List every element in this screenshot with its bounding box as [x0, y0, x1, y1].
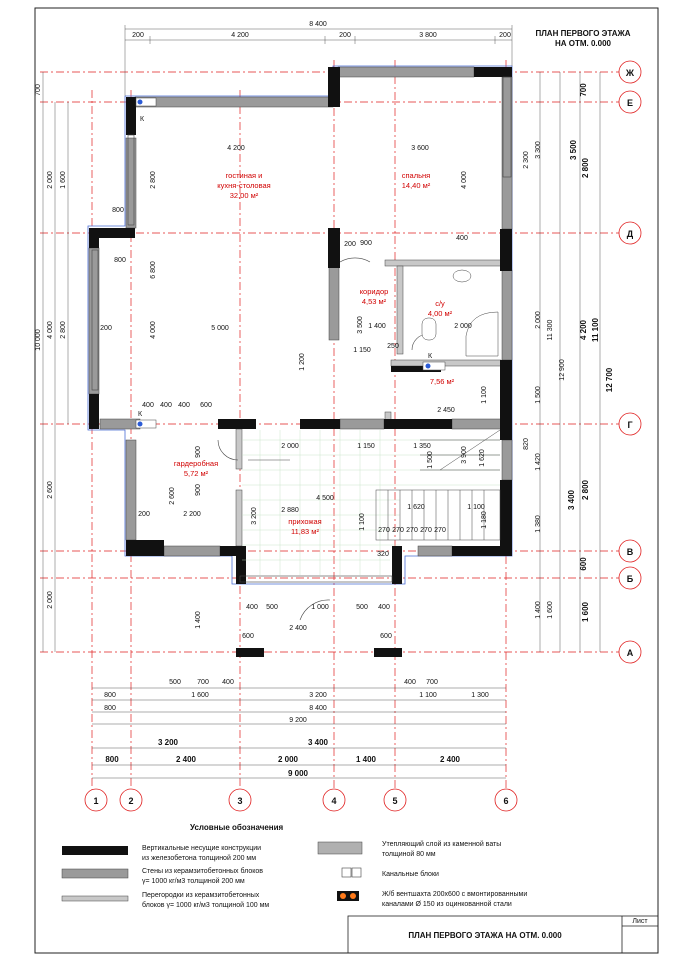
legend-item2-line2: γ= 1000 кг/м3 толщиной 200 мм — [142, 878, 245, 885]
dim-in-900w: 900 — [195, 446, 202, 458]
dim-top-d: 3 800 — [419, 32, 437, 39]
wall-bottom-right — [418, 546, 452, 556]
wall-g-right — [452, 419, 502, 429]
toilet — [422, 318, 436, 340]
partition-bath-top — [385, 260, 501, 266]
axis-label-5: 5 — [392, 796, 398, 806]
dim-step-4: 270 — [420, 527, 432, 534]
column-e2 — [126, 97, 136, 135]
dim-in-4000v: 4 000 — [150, 321, 157, 339]
dim-bottom-c2400b: 2 400 — [439, 755, 461, 764]
legend-item3-line2: блоков γ= 1000 кг/м3 толщиной 100 мм — [142, 902, 270, 909]
room-living-name1: гостиная и — [225, 171, 263, 180]
wall-left-wardrobe — [126, 440, 136, 540]
dim-in-400c: 400 — [178, 402, 190, 409]
room-living-name2: кухня-столовая — [217, 181, 271, 190]
dim-in-1620v: 1 620 — [479, 449, 486, 467]
partition-bath-left — [397, 266, 403, 354]
dim-right-2000: 2 000 — [535, 311, 542, 329]
axis-label-v: В — [626, 547, 634, 557]
axis-label-e: Е — [626, 98, 634, 108]
dim-right-1600b: 1 600 — [547, 601, 554, 619]
axis-label-zh: Ж — [625, 68, 635, 78]
dim-in-1180: 1 180 — [481, 511, 488, 529]
column-d4 — [328, 228, 340, 268]
column-g3 — [218, 419, 256, 429]
dim-left-1600: 1 600 — [60, 171, 67, 189]
legend-swatch-channel-a — [342, 868, 351, 877]
column-g6 — [500, 360, 512, 440]
wall-bottom-wardrobe — [164, 546, 220, 556]
dim-in-200w: 200 — [138, 511, 150, 518]
dim-right-12700: 12 700 — [605, 367, 614, 393]
legend-item3-line1: Перегородки из керамзитобетонных — [142, 892, 260, 899]
dim-in-2000: 2 000 — [281, 443, 299, 450]
room-living-area: 32,00 м² — [229, 191, 259, 200]
plan-title-line1: ПЛАН ПЕРВОГО ЭТАЖА — [535, 29, 631, 38]
wall-right-bath — [502, 270, 512, 360]
dim-right-4200: 4 200 — [579, 319, 588, 341]
dim-left-2000: 2 000 — [47, 171, 54, 189]
dim-bottom-1300: 1 300 — [471, 692, 489, 699]
dim-in-2450: 2 450 — [437, 407, 455, 414]
column-a3 — [236, 648, 264, 657]
dim-bottom-3400: 3 400 — [307, 738, 329, 747]
column-g4 — [300, 419, 340, 429]
dim-in-400b: 400 — [160, 402, 172, 409]
dim-top-total: 8 400 — [309, 21, 327, 28]
dim-in-1150: 1 150 — [357, 443, 375, 450]
room-wardrobe-name: гардеробная — [173, 459, 219, 468]
column-d6 — [500, 229, 512, 271]
dim-in-1350: 1 350 — [413, 443, 431, 450]
dim-bottom-c800: 800 — [105, 755, 119, 764]
legend-item1-line1: Вертикальные несущие конструкции — [142, 845, 262, 852]
dim-in-2880: 2 880 — [281, 507, 299, 514]
column-v3a — [220, 546, 238, 556]
dim-top-a: 200 — [132, 32, 144, 39]
wall-g-left — [100, 419, 140, 429]
legend-item6-line2: каналами Ø 150 из оцинкованной стали — [382, 901, 512, 908]
dim-bottom-3200b: 3 200 — [309, 692, 327, 699]
dim-in-250: 250 — [387, 343, 399, 350]
dim-right-820: 820 — [523, 438, 530, 450]
room-bath-area: 4,00 м² — [427, 309, 453, 318]
sink — [453, 270, 471, 282]
door-bedroom-swing — [340, 258, 370, 262]
dim-right-700: 700 — [579, 83, 588, 97]
legend-heading: Условные обозначения — [190, 823, 284, 832]
dim-in-2600: 2 600 — [169, 487, 176, 505]
dim-in-3200: 3 200 — [251, 507, 258, 525]
wall-right-bedroom — [502, 77, 512, 229]
dim-bottom-1100: 1 100 — [419, 692, 437, 699]
dim-in-3600: 3 600 — [411, 145, 429, 152]
legend-item1-line2: из железобетона толщиной 200 мм — [142, 855, 257, 862]
axis-label-6: 6 — [503, 796, 509, 806]
dim-right-1500: 1 500 — [535, 386, 542, 404]
dim-right-11100: 11 100 — [591, 317, 600, 343]
axis-label-4: 4 — [331, 796, 337, 806]
dim-in-4000b: 4 000 — [461, 171, 468, 189]
dim-in-600: 600 — [200, 402, 212, 409]
column-v2 — [126, 540, 164, 556]
axis-label-g: Г — [627, 420, 633, 430]
dim-bottom-c2400a: 2 400 — [175, 755, 197, 764]
dim-in-1150b: 1 150 — [353, 347, 371, 354]
dim-right-2300: 2 300 — [523, 151, 530, 169]
dim-right-2800b: 2 800 — [581, 479, 590, 501]
legend-swatch-insulation — [318, 842, 362, 854]
dim-in-400f: 400 — [378, 604, 390, 611]
dim-in-700b: 700 — [426, 679, 438, 686]
shower-tray — [466, 312, 498, 356]
legend-item6-line1: Ж/б вентшахта 200х600 с вмонтированными — [382, 891, 528, 898]
wall-top-bedroom — [338, 67, 474, 77]
legend-item4-line1: Утепляющий слой из каменной ваты — [382, 841, 502, 848]
room-storage-area: 7,56 м² — [429, 377, 455, 386]
dim-in-600b: 600 — [242, 633, 254, 640]
dim-bottom-9000: 9 000 — [287, 769, 309, 778]
dim-in-600c: 600 — [380, 633, 392, 640]
dim-right-1600: 1 600 — [581, 601, 590, 623]
dim-right-3400: 3 400 — [567, 489, 576, 511]
dim-bottom-8400: 8 400 — [309, 705, 327, 712]
legend-shaft-channel-a — [340, 893, 346, 899]
dim-in-800: 800 — [114, 257, 126, 264]
dim-in-400g: 400 — [222, 679, 234, 686]
dim-in-200l: 200 — [100, 325, 112, 332]
marker-k2: К — [138, 411, 143, 418]
dim-right-600: 600 — [579, 557, 588, 571]
bottom-dim-lines — [92, 688, 506, 778]
legend-swatch-concrete — [62, 846, 128, 855]
dim-in-4200: 4 200 — [227, 145, 245, 152]
dim-in-200c: 200 — [344, 241, 356, 248]
room-corridor-area: 4,53 м² — [361, 297, 387, 306]
dim-in-900v: 900 — [195, 484, 202, 496]
dim-left-10000: 10 000 — [35, 329, 42, 351]
dim-bottom-3200: 3 200 — [157, 738, 179, 747]
dim-right-12900: 12 900 — [559, 359, 566, 381]
dim-in-500c: 500 — [169, 679, 181, 686]
dim-right-11300: 11 300 — [547, 319, 554, 341]
room-hall-area: 11,83 м² — [291, 527, 319, 536]
dim-bottom-c2000: 2 000 — [277, 755, 299, 764]
dim-in-400d: 400 — [456, 235, 468, 242]
dim-step-2: 270 — [392, 527, 404, 534]
dim-in-500a: 500 — [266, 604, 278, 611]
column-v5 — [392, 546, 402, 584]
room-wardrobe-area: 5,72 м² — [183, 469, 209, 478]
legend-item2-line1: Стены из керамзитобетонных блоков — [142, 868, 263, 875]
column-d1b — [89, 228, 99, 248]
dim-in-5000: 5 000 — [211, 325, 229, 332]
dim-left-2800: 2 800 — [60, 321, 67, 339]
column-g5 — [384, 419, 452, 429]
column-axis-bubbles — [85, 789, 517, 811]
dim-in-320: 320 — [377, 551, 389, 558]
dim-in-6800: 6 800 — [150, 261, 157, 279]
dim-left-2000b: 2 000 — [47, 591, 54, 609]
legend-item4-line2: толщиной 80 мм — [382, 851, 436, 858]
wall-right-hall — [502, 440, 512, 480]
axis-label-d: Д — [626, 229, 634, 239]
dim-top-e: 200 — [499, 32, 511, 39]
legend-swatch-partition — [62, 896, 128, 901]
wall-left-living — [89, 248, 99, 394]
dim-right-1420: 1 420 — [535, 453, 542, 471]
dim-in-400a: 400 — [142, 402, 154, 409]
left-dim-lines — [43, 72, 68, 652]
partition-storage-top — [391, 360, 501, 366]
dim-right-1380: 1 380 — [535, 515, 542, 533]
dim-in-400h: 400 — [404, 679, 416, 686]
wall-left-upper — [126, 138, 136, 228]
window-hall-south — [240, 576, 392, 582]
marker-k3: К — [428, 353, 433, 360]
dim-in-1500: 1 500 — [427, 451, 434, 469]
dim-in-3500v: 3 500 — [357, 316, 364, 334]
dim-right-3500: 3 500 — [569, 139, 578, 161]
stamp-title: ПЛАН ПЕРВОГО ЭТАЖА НА ОТМ. 0.000 — [408, 931, 562, 940]
dim-in-900: 900 — [360, 240, 372, 247]
dim-top-b: 4 200 — [231, 32, 249, 39]
dim-in-4500: 4 500 — [316, 495, 334, 502]
wall-top-living — [135, 97, 333, 107]
dim-in-2400: 2 400 — [289, 625, 307, 632]
dim-in-400e: 400 — [246, 604, 258, 611]
dim-in-1400: 1 400 — [368, 323, 386, 330]
legend-swatch-channel-b — [352, 868, 361, 877]
legend-shaft-channel-b — [350, 893, 356, 899]
plan-title-line2: НА ОТМ. 0.000 — [554, 39, 612, 48]
stamp-sheet-label: Лист — [632, 918, 648, 925]
dim-in-1100v: 1 100 — [481, 386, 488, 404]
column-a5 — [374, 648, 402, 657]
column-v6 — [500, 480, 512, 556]
door-wardrobe-swing — [218, 440, 238, 460]
dim-top-c: 200 — [339, 32, 351, 39]
column-v6b — [452, 546, 508, 556]
partition-wardrobe-b — [236, 490, 242, 546]
room-bath-name: с/у — [435, 299, 445, 308]
room-corridor-name: коридор — [359, 287, 389, 296]
dim-bottom-800: 800 — [104, 705, 116, 712]
dim-left-4000: 4 000 — [47, 321, 54, 339]
marker-k1: К — [140, 116, 145, 123]
dim-in-1100w: 1 100 — [359, 513, 366, 531]
dim-step-5: 270 — [434, 527, 446, 534]
room-bedroom-name: спальня — [401, 171, 431, 180]
column-zh6 — [500, 67, 512, 77]
dim-right-2800: 2 800 — [581, 157, 590, 179]
partition-wardrobe-a — [236, 429, 242, 469]
dim-in-2800v: 2 800 — [150, 171, 157, 189]
dim-in-1620: 1 620 — [407, 504, 425, 511]
dim-in-2000h: 2 000 — [454, 323, 472, 330]
dim-in-1000: 1 000 — [311, 604, 329, 611]
axis-label-2: 2 — [128, 796, 134, 806]
dim-in-2200: 2 200 — [183, 511, 201, 518]
dim-left-2600: 2 600 — [47, 481, 54, 499]
dim-right-1400: 1 400 — [535, 601, 542, 619]
wall-g-mid — [340, 419, 384, 429]
axis-label-3: 3 — [237, 796, 243, 806]
dim-bottom-1600: 1 600 — [191, 692, 209, 699]
dim-in-500b: 500 — [356, 604, 368, 611]
column-v3 — [236, 546, 246, 584]
dim-in-3900: 3 900 — [461, 446, 468, 464]
axis-label-1: 1 — [93, 796, 99, 806]
room-hall-name: прихожая — [288, 517, 322, 526]
top-dim-lines — [125, 25, 512, 96]
dim-in-800b: 800 — [112, 207, 124, 214]
dim-step-1: 270 — [378, 527, 390, 534]
dim-bottom-800a: 800 — [104, 692, 116, 699]
dim-in-1200: 1 200 — [299, 353, 306, 371]
dim-in-1400v: 1 400 — [195, 611, 202, 629]
dim-bottom-9200: 9 200 — [289, 717, 307, 724]
legend-item5-line1: Канальные блоки — [382, 871, 439, 878]
column-e4 — [328, 67, 340, 107]
dim-in-700: 700 — [197, 679, 209, 686]
dim-in-1100: 1 100 — [467, 504, 485, 511]
axis-label-a: А — [626, 648, 634, 658]
row-axis-bubbles — [619, 61, 641, 663]
room-bedroom-area: 14,40 м² — [401, 181, 431, 190]
column-g1 — [89, 394, 99, 429]
dim-right-3300: 3 300 — [535, 141, 542, 159]
dim-bottom-c1400: 1 400 — [355, 755, 377, 764]
dim-left-700: 700 — [35, 84, 42, 96]
legend-swatch-block — [62, 869, 128, 878]
axis-label-b: Б — [626, 574, 634, 584]
dim-step-3: 270 — [406, 527, 418, 534]
